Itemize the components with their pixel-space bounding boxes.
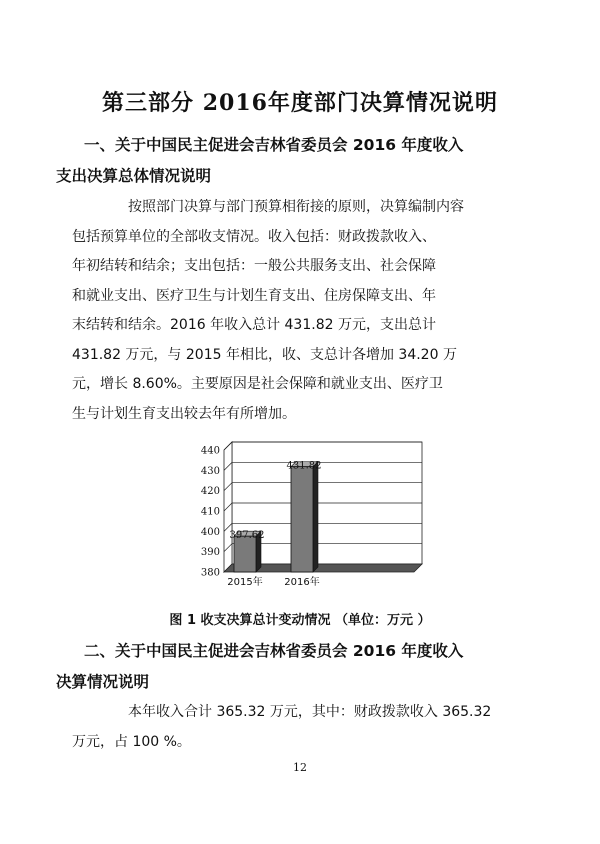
bar-side — [313, 462, 318, 572]
y-tick-label: 380 — [200, 567, 220, 579]
y-tick-label: 420 — [200, 486, 220, 498]
budget-change-chart — [196, 438, 436, 590]
paragraph-line: 和就业支出、医疗卫生与计划生育支出、住房保障支出、年 — [72, 287, 436, 304]
paragraph-line: 431.82 万元，与 2015 年相比，收、支总计各增加 34.20 万 — [72, 346, 457, 363]
section2-heading — [56, 636, 514, 698]
paragraph-line: 本年收入合计 365.32 万元，其中：财政拨款收入 365.32 — [128, 704, 492, 720]
paragraph-line: 包括预算单位的全部收支情况。收入包括：财政拨款收入、 — [72, 228, 436, 245]
paragraph-line: 生与计划生育支出较去年有所增加。 — [72, 405, 296, 422]
page-number: 12 — [293, 761, 307, 774]
paragraph-line: 末结转和结余。2016 年收入总计 431.82 万元，支出总计 — [72, 317, 436, 333]
bar — [291, 467, 313, 572]
paragraph-line: 年初结转和结余；支出包括：一般公共服务支出、社会保障 — [72, 258, 436, 274]
section1-heading-line2: 支出决算总体情况说明 — [56, 167, 212, 185]
section2-heading-line1: 二、关于中国民主促进会吉林省委员会 2016 年度收入 — [84, 642, 464, 660]
y-tick-label: 410 — [200, 506, 220, 518]
section1-paragraph — [72, 193, 506, 429]
section2-heading-line2: 决算情况说明 — [56, 673, 150, 691]
y-tick-label: 400 — [200, 526, 220, 538]
y-tick-label: 440 — [200, 445, 220, 457]
figure-caption: 图 1 收支决算总计变动情况 （单位：万元 ） — [169, 613, 431, 628]
y-tick-label: 390 — [200, 547, 220, 559]
x-tick-label: 2015年 — [227, 577, 263, 588]
paragraph-line: 按照部门决算与部门预算相衔接的原则，决算编制内容 — [128, 199, 464, 215]
section1-heading-line1: 一、关于中国民主促进会吉林省委员会 2016 年度收入 — [84, 136, 464, 154]
bar-data-label: 431.82 — [286, 460, 322, 472]
section1-heading — [56, 130, 514, 192]
paragraph-line: 元，增长 8.60%。主要原因是社会保障和就业支出、医疗卫 — [72, 376, 443, 392]
page-title: 第三部分 2016年度部门决算情况说明 — [102, 90, 498, 116]
bar-data-label: 397.62 — [229, 530, 265, 542]
bar — [234, 536, 256, 572]
section2-paragraph — [72, 698, 506, 757]
y-tick-label: 430 — [200, 465, 220, 477]
paragraph-line: 万元，占 100 %。 — [72, 733, 191, 750]
x-tick-label: 2016年 — [284, 577, 320, 588]
